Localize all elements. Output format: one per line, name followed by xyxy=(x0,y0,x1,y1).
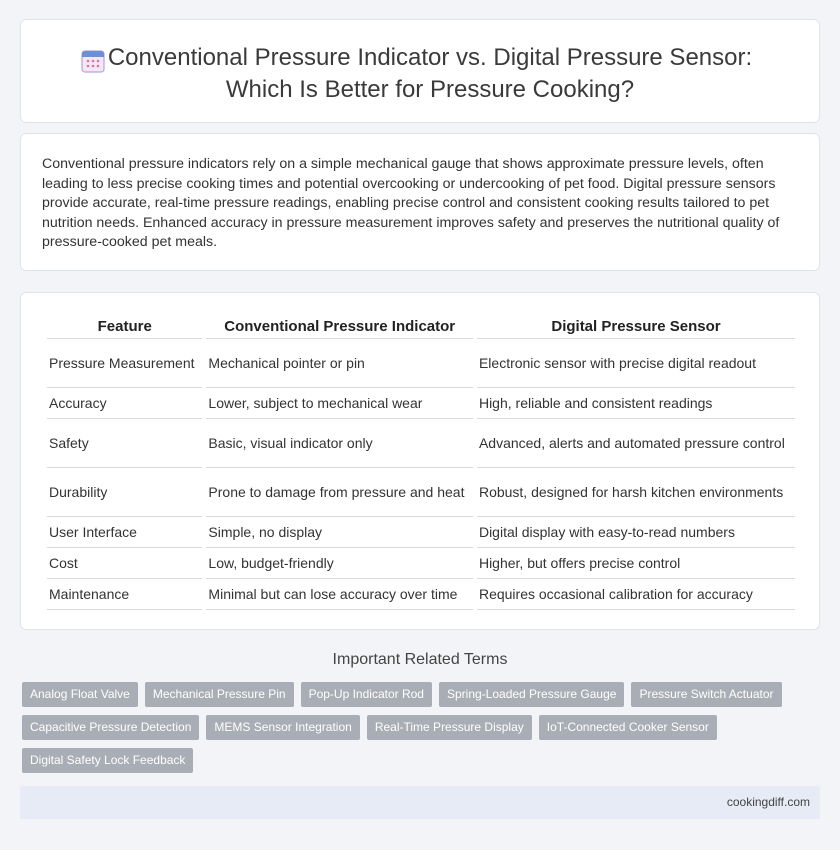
table-row xyxy=(47,339,795,388)
related-term-tag[interactable]: Digital Safety Lock Feedback xyxy=(22,748,193,773)
table-cell: Low, budget-friendly xyxy=(206,548,473,579)
table-cell: Simple, no display xyxy=(206,517,473,548)
related-term-tag[interactable]: Mechanical Pressure Pin xyxy=(145,682,294,707)
page-title-line2: Which Is Better for Pressure Cooking? xyxy=(225,76,635,103)
table-row xyxy=(47,419,795,468)
table-cell: Prone to damage from pressure and heat xyxy=(206,468,473,517)
related-term-tag[interactable]: Pop-Up Indicator Rod xyxy=(301,682,432,707)
related-term-tag[interactable]: Capacitive Pressure Detection xyxy=(22,715,199,740)
table-cell: Mechanical pointer or pin xyxy=(206,339,473,388)
intro-card xyxy=(20,133,820,271)
footer-site-link[interactable]: cookingdiff.com xyxy=(726,795,810,809)
table-row xyxy=(47,548,795,579)
table-cell: Basic, visual indicator only xyxy=(206,419,473,468)
table-cell: Requires occasional calibration for accuracy xyxy=(477,579,795,610)
table-cell: High, reliable and consistent readings xyxy=(477,388,795,419)
table-cell: Higher, but offers precise control xyxy=(477,548,795,579)
page-title xyxy=(21,42,819,106)
related-term-tag[interactable]: MEMS Sensor Integration xyxy=(206,715,359,740)
table-cell: Cost xyxy=(47,548,202,579)
table-cell: Robust, designed for harsh kitchen environments xyxy=(477,468,795,517)
table-cell: Advanced, alerts and automated pressure control xyxy=(477,419,795,468)
table-cell: Durability xyxy=(47,468,202,517)
table-cell: Minimal but can lose accuracy over time xyxy=(206,579,473,610)
table-row xyxy=(47,517,795,548)
table-cell: Lower, subject to mechanical wear xyxy=(206,388,473,419)
related-term-tag[interactable]: IoT-Connected Cooker Sensor xyxy=(539,715,717,740)
page-title-line1: Conventional Pressure Indicator vs. Digital Pressure Sensor: xyxy=(107,44,753,71)
table-cell: Digital display with easy-to-read numbers xyxy=(477,517,795,548)
related-term-tag[interactable]: Pressure Switch Actuator xyxy=(631,682,781,707)
comparison-card xyxy=(20,292,820,630)
table-cell: Safety xyxy=(47,419,202,468)
table-cell: Electronic sensor with precise digital readout xyxy=(477,339,795,388)
related-term-tag[interactable]: Spring-Loaded Pressure Gauge xyxy=(439,682,624,707)
table-header-row xyxy=(47,315,795,339)
table-row xyxy=(47,579,795,610)
header-digital: Digital Pressure Sensor xyxy=(477,315,795,339)
title-card xyxy=(20,19,820,123)
footer xyxy=(20,786,820,819)
table-row xyxy=(47,468,795,517)
related-terms-title: Important Related Terms xyxy=(332,651,508,668)
intro-paragraph: Conventional pressure indicators rely on a simple mechanical gauge that shows approximate pressure levels, often leading to less precise cooking times and potential overcooking or undercooking of pet food. Digital pressure sensors provide accurate, real-time pressure readings, enabling precise control and consistent cooking results tailored to pet nutrition needs. Enhanced accuracy in pressure measurement improves safety and preserves the nutritional quality of pressure-cooked pet meals. xyxy=(42,156,780,251)
comparison-table xyxy=(43,315,799,610)
related-terms-list xyxy=(22,682,802,773)
table-cell: Pressure Measurement xyxy=(47,339,202,388)
header-conventional: Conventional Pressure Indicator xyxy=(206,315,473,339)
header-feature: Feature xyxy=(47,315,202,339)
related-term-tag[interactable]: Real-Time Pressure Display xyxy=(367,715,532,740)
table-cell: User Interface xyxy=(47,517,202,548)
table-row xyxy=(47,388,795,419)
related-term-tag[interactable]: Analog Float Valve xyxy=(22,682,138,707)
table-cell: Maintenance xyxy=(47,579,202,610)
table-cell: Accuracy xyxy=(47,388,202,419)
